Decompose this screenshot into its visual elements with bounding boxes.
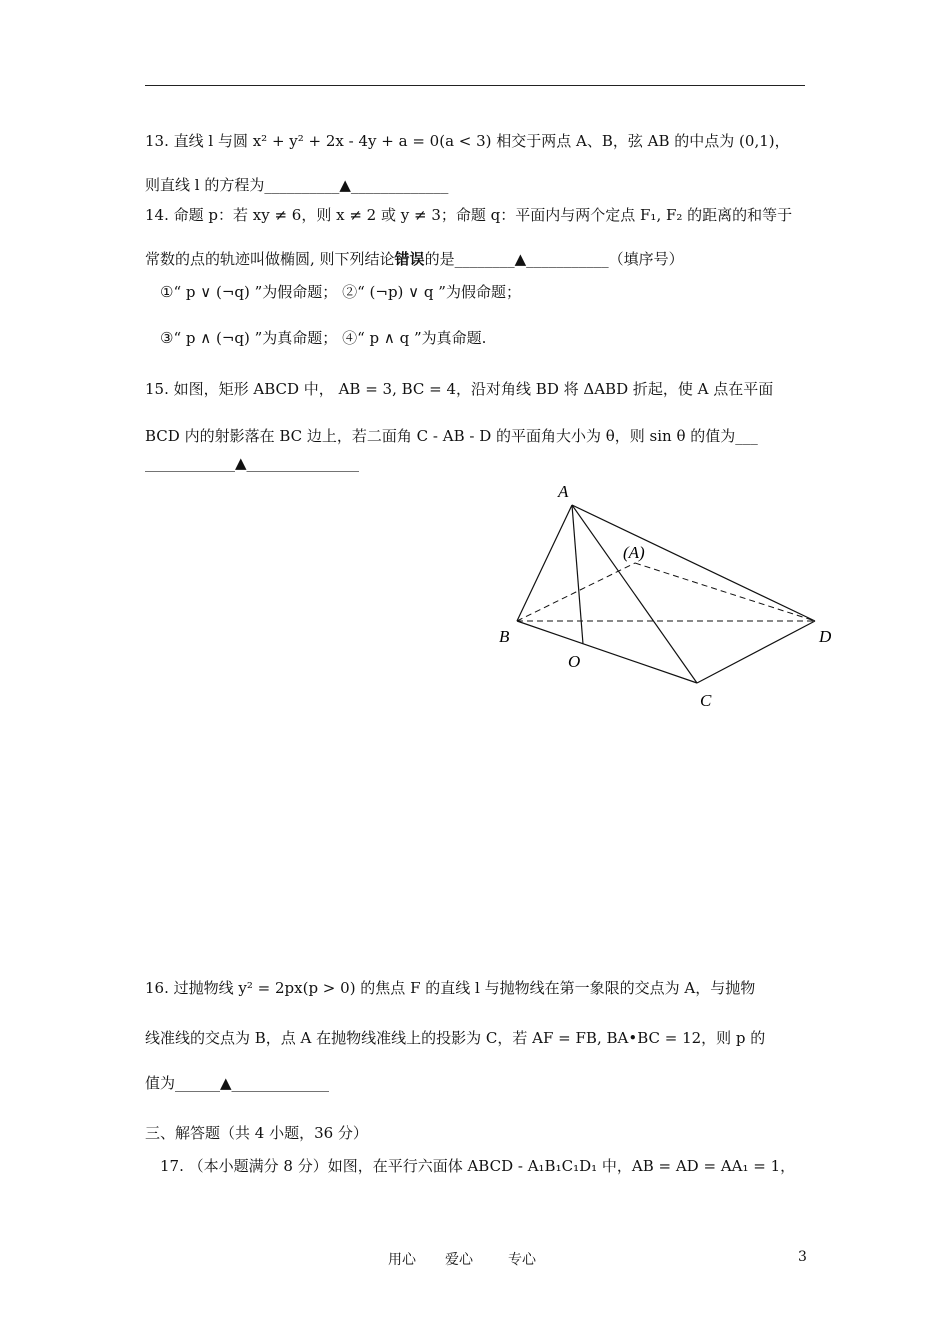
edge-A-prime-D-dashed	[635, 563, 815, 621]
footer-right: 专心	[508, 1252, 536, 1268]
edge-AO	[572, 505, 583, 644]
label-C: C	[700, 691, 712, 710]
header-rule	[145, 85, 805, 86]
q14-line1: 14. 命题 p：若 xy ≠ 6，则 x ≠ 2 或 y ≠ 3；命题 q：平面内与两个定点 F₁, F₂ 的距离的和等于	[145, 206, 793, 224]
q14-line2	[145, 248, 810, 270]
footer-middle: 爱心	[445, 1252, 473, 1268]
edge-BA-prime-dashed	[517, 563, 635, 621]
edge-AB	[517, 505, 572, 621]
q17-line1: 17. （本小题满分 8 分）如图，在平行六面体 ABCD - A₁B₁C₁D₁ 中，AB = AD = AA₁ = 1，	[160, 1157, 796, 1175]
q13-line2: 则直线 l 的方程为__________▲_____________	[145, 176, 449, 194]
q16-line2: 线准线的交点为 B，点 A 在抛物线准线上的投影为 C，若 AF = FB, BA•BC = 12，则 p 的	[145, 1029, 766, 1047]
edge-BC	[517, 621, 697, 683]
q15-line3: ____________▲_______________	[145, 454, 360, 472]
page-number: 3	[798, 1249, 807, 1265]
section3-title: 三、解答题（共 4 小题，36 分）	[145, 1124, 368, 1142]
edge-AC	[572, 505, 697, 683]
footer-left: 用心	[388, 1252, 416, 1268]
edge-AD	[572, 505, 815, 621]
q14-line2-post: 的是________▲___________（填序号）	[424, 250, 684, 268]
q14-line2-pre: 常数的点的轨迹叫做椭圆, 则下列结论	[145, 250, 395, 268]
q15-line1: 15. 如图，矩形 ABCD 中， AB = 3, BC = 4，沿对角线 BD 将 ΔABD 折起，使 A 点在平面	[145, 380, 774, 398]
q16-line3: 值为______▲_____________	[145, 1074, 330, 1092]
edge-CD	[697, 621, 815, 683]
label-B: B	[499, 627, 510, 646]
q14-line2-bold: 错误	[394, 250, 425, 268]
label-D: D	[819, 627, 832, 646]
q16-line1: 16. 过抛物线 y² = 2px(p > 0) 的焦点 F 的直线 l 与抛物线在第一象限的交点为 A，与抛物	[145, 979, 756, 997]
q15-line2: BCD 内的射影落在 BC 边上，若二面角 C - AB - D 的平面角大小为 θ，则 sin θ 的值为___	[145, 427, 758, 445]
q14-options-3-4: ③“ p ∧ (¬q) ”为真命题； ④“ p ∧ q ”为真命题.	[160, 329, 487, 347]
q13-line1: 13. 直线 l 与圆 x² + y² + 2x - 4y + a = 0(a < 3) 相交于两点 A、B，弦 AB 的中点为 (0,1)，	[145, 132, 790, 150]
folded-rectangle-figure	[490, 478, 850, 718]
label-A: A	[558, 482, 569, 501]
q14-options-1-2: ①“ p ∨ (¬q) ”为假命题； ②“ (¬p) ∨ q ”为假命题；	[160, 283, 521, 301]
label-A-prime: (A)	[623, 543, 645, 562]
label-O: O	[568, 652, 581, 671]
